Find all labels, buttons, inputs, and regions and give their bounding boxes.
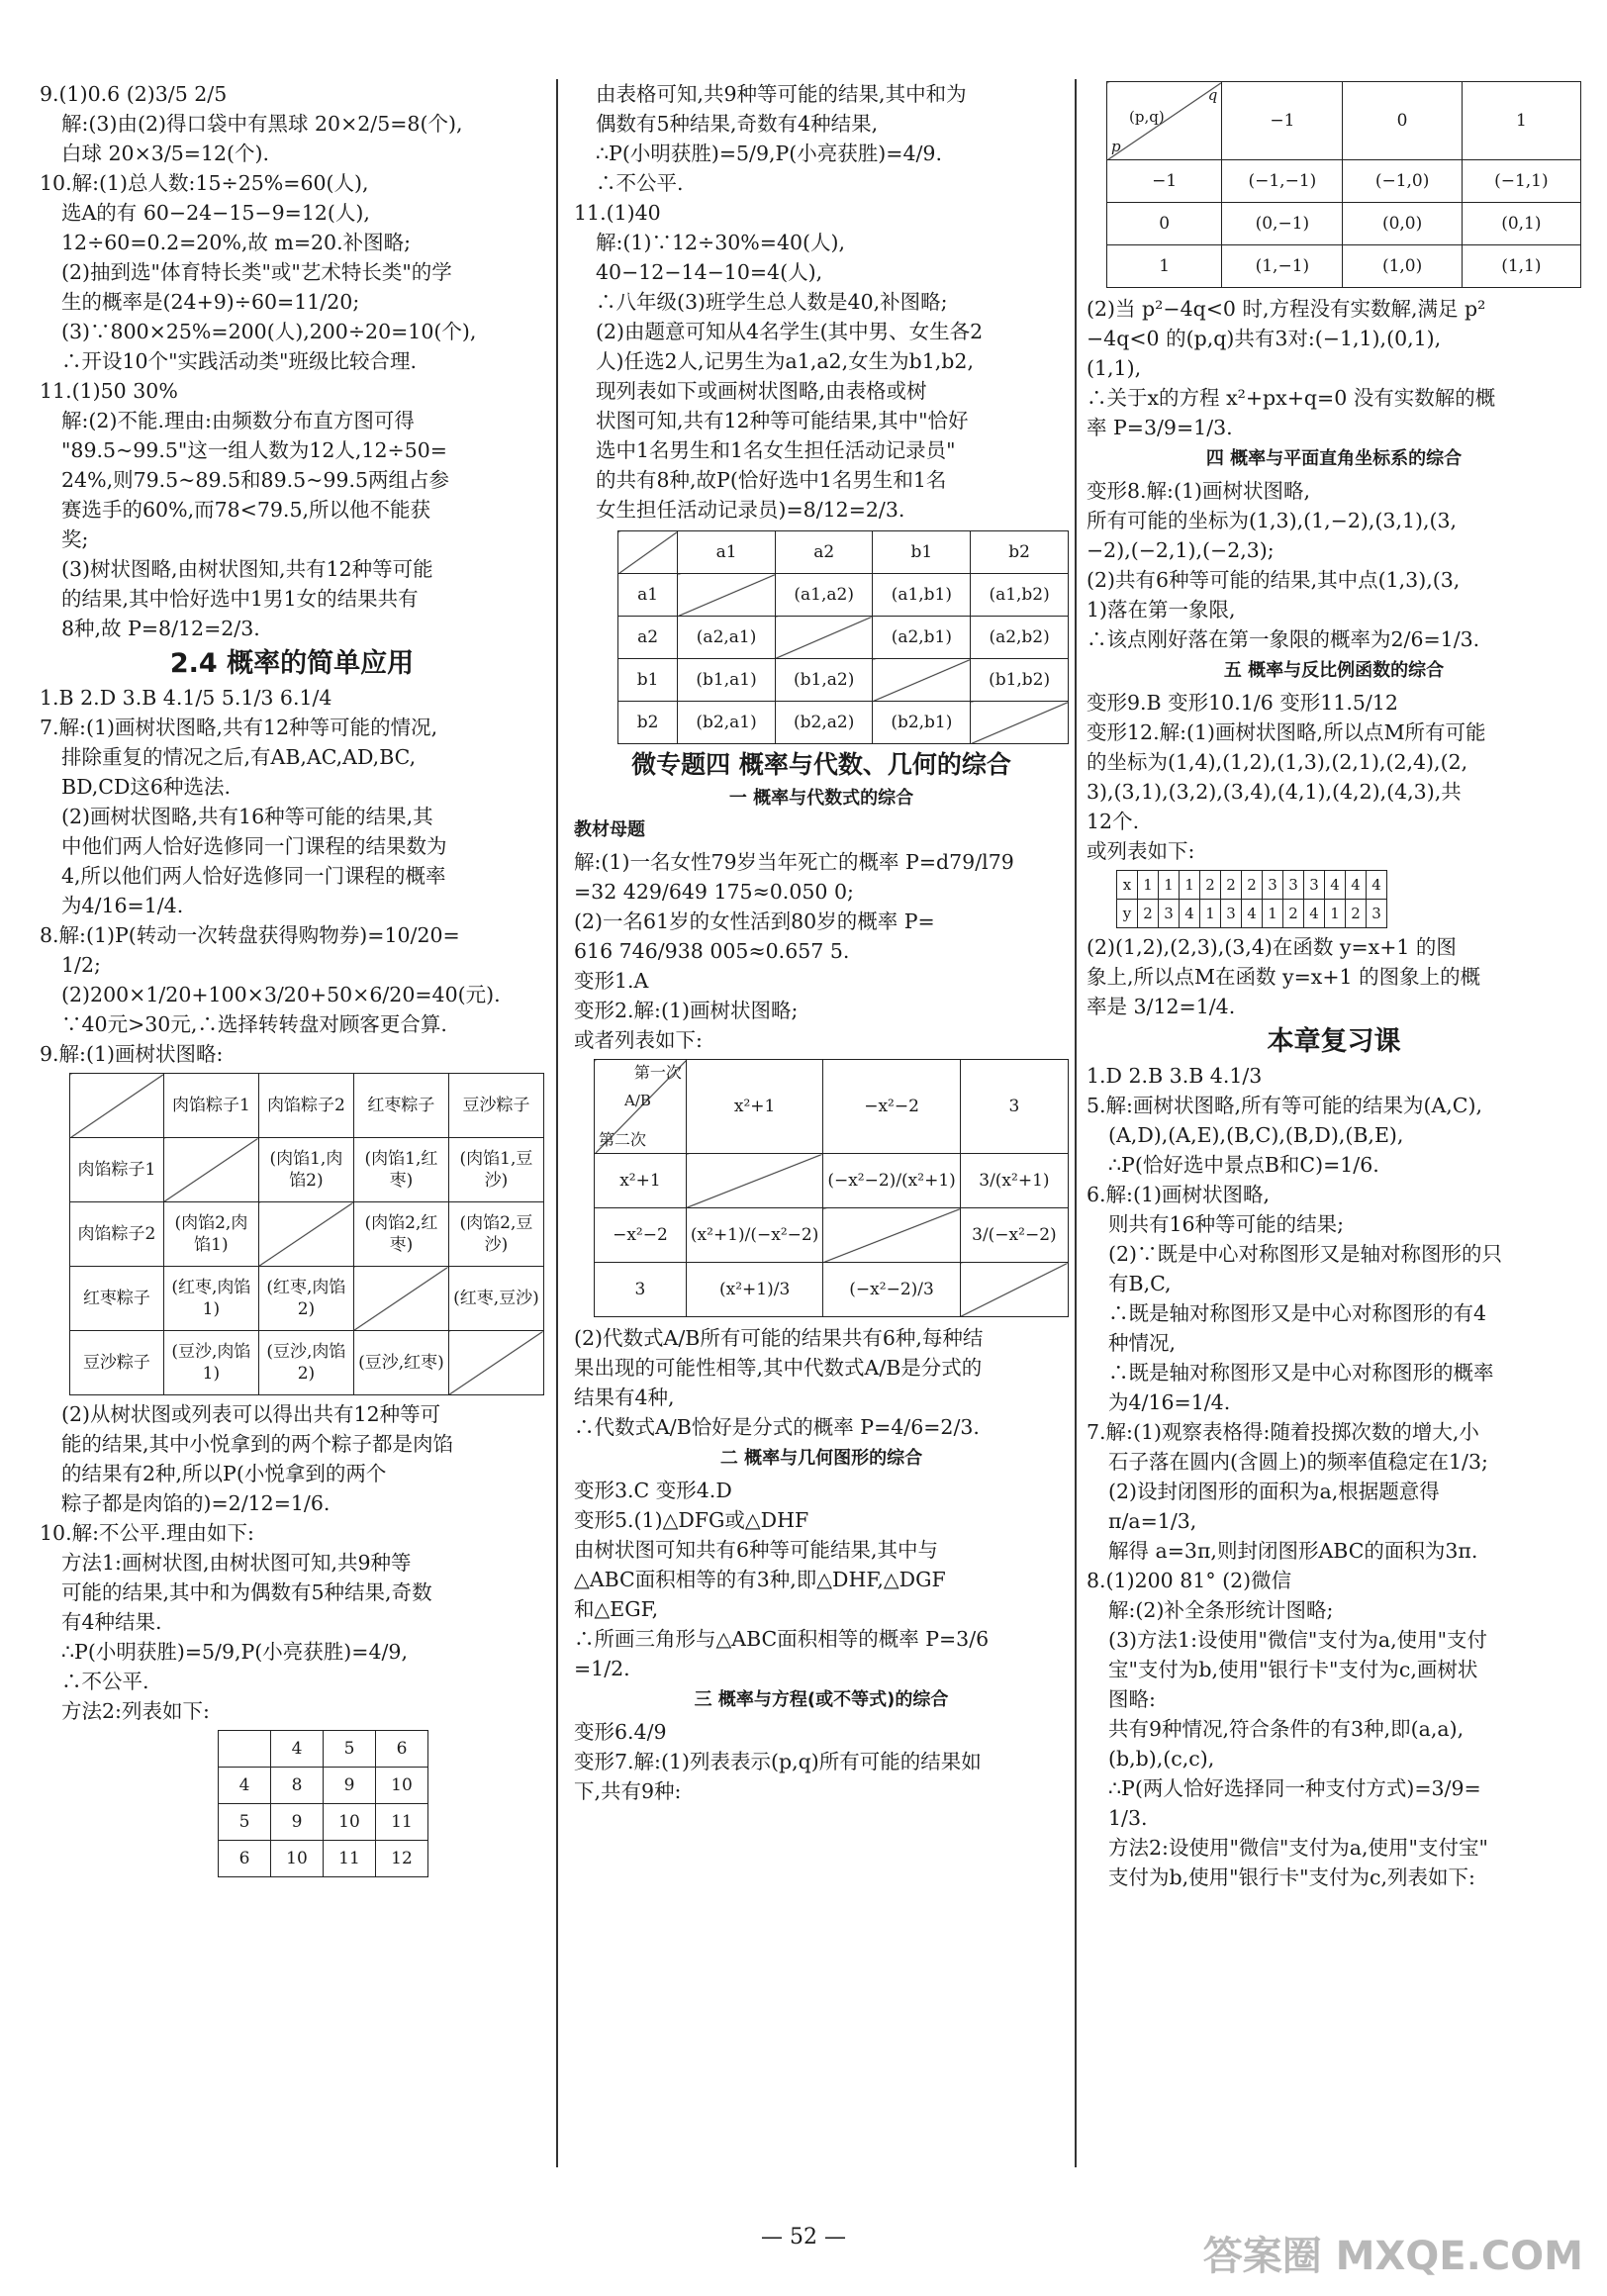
- text-line: 11.(1)50 30%: [40, 379, 178, 403]
- text-line: 由表格可知,共9种等可能的结果,其中和为: [596, 82, 967, 106]
- sum-table: [218, 1730, 428, 1877]
- text-line: 女生担任活动记录员)=8/12=2/3.: [596, 498, 905, 522]
- text-line: ∴八年级(3)班学生总人数是40,补图略;: [596, 290, 948, 314]
- student-table: [617, 530, 1069, 744]
- text-line: 有4种结果.: [61, 1610, 162, 1634]
- text-line: −2),(−2,1),(−2,3);: [1087, 538, 1275, 562]
- text-line: 3),(3,1),(3,2),(3,4),(4,1),(4,2),(4,3),共: [1087, 780, 1462, 804]
- table-cell: [258, 1202, 353, 1267]
- text-line: (2)代数式A/B所有可能的结果共有6种,每种结: [574, 1326, 984, 1350]
- table-cell: [971, 702, 1069, 744]
- text-line: (3)∵800×25%=200(人),200÷20=10(个),: [61, 320, 477, 343]
- text-line: 变形3.C 变形4.D: [574, 1479, 732, 1502]
- text-line: 能的结果,其中小悦拿到的两个粽子都是肉馅: [61, 1432, 454, 1456]
- corner-label-first: 第一次: [633, 1063, 682, 1082]
- section-heading: 微专题四 概率与代数、几何的综合: [631, 750, 1011, 779]
- section-heading: 本章复习课: [1267, 1026, 1401, 1057]
- text-line: 1/2;: [61, 953, 101, 977]
- subsection-heading: 五 概率与反比例函数的综合: [1223, 660, 1445, 681]
- table-cell: (a1,a2): [775, 574, 873, 617]
- text-line: 奖;: [61, 527, 89, 551]
- text-line: ∴不公平.: [61, 1670, 149, 1693]
- text-line: ∴该点刚好落在第一象限的概率为2/6=1/3.: [1087, 627, 1480, 651]
- table-cell: (红枣,豆沙): [448, 1267, 543, 1331]
- text-line: 8.(1)200 81° (2)微信: [1087, 1569, 1292, 1592]
- text-line: 有B,C,: [1108, 1272, 1172, 1295]
- table-header: b2: [971, 531, 1069, 574]
- table-cell: 9: [324, 1768, 376, 1804]
- table-cell: 1: [1325, 900, 1346, 928]
- text-line: 11.(1)40: [574, 201, 661, 225]
- text-line: 变形8.解:(1)画树状图略,: [1087, 479, 1311, 503]
- text-line: 或者列表如下:: [574, 1028, 703, 1052]
- text-line: BD,CD这6种选法.: [61, 775, 231, 799]
- text-line: (2)设封闭图形的面积为a,根据题意得: [1108, 1480, 1440, 1503]
- table-header: 0: [1343, 82, 1462, 160]
- text-line: 象上,所以点M在函数 y=x+1 的图象上的概: [1087, 965, 1481, 989]
- table-row-label: 3: [595, 1263, 687, 1317]
- table-cell: (b1,b2): [971, 659, 1069, 702]
- text-line: 共有9种情况,符合条件的有3种,即(a,a),: [1108, 1717, 1465, 1741]
- corner-label-pq: (p,q): [1129, 108, 1165, 126]
- table-cell: (b2,a1): [678, 702, 776, 744]
- text-line: ∴不公平.: [596, 171, 684, 195]
- table-header: 肉馅粽子1: [163, 1074, 258, 1138]
- text-line: 排除重复的情况之后,有AB,AC,AD,BC,: [61, 745, 417, 769]
- table-cell: 10: [376, 1768, 428, 1804]
- text-line: 白球 20×3/5=12(个).: [61, 142, 270, 165]
- text-line: 变形7.解:(1)列表表示(p,q)所有可能的结果如: [574, 1750, 982, 1773]
- text-line: ∴P(小明获胜)=5/9,P(小亮获胜)=4/9.: [596, 142, 942, 165]
- table-corner: [595, 1060, 687, 1154]
- text-line: 6.解:(1)画树状图略,: [1087, 1183, 1271, 1206]
- text-line: (2)200×1/20+100×3/20+50×6/20=40(元).: [61, 983, 501, 1006]
- table-cell: 4: [1367, 871, 1387, 900]
- text-line: 8种,故 P=8/12=2/3.: [61, 617, 260, 640]
- table-cell: [686, 1154, 822, 1208]
- table-row-label: a1: [618, 574, 678, 617]
- text-line: 变形2.解:(1)画树状图略;: [574, 999, 799, 1022]
- corner-label-ab: A/B: [624, 1092, 651, 1109]
- table-header: a2: [775, 531, 873, 574]
- table-corner: [618, 531, 678, 574]
- text-line: 1)落在第一象限,: [1087, 598, 1236, 622]
- text-line: 率 P=3/9=1/3.: [1087, 416, 1233, 439]
- table-header: 红枣粽子: [353, 1074, 448, 1138]
- text-line: 方法2:设使用"微信"支付为a,使用"支付宝": [1108, 1836, 1488, 1860]
- table-cell: (a2,b1): [873, 617, 971, 659]
- table-cell: (x²+1)/(−x²−2): [686, 1208, 822, 1263]
- table-cell: 6: [219, 1841, 271, 1877]
- table-row-label: x²+1: [595, 1154, 687, 1208]
- text-line: 变形6.4/9: [574, 1720, 667, 1744]
- text-line: 解:(1)∵12÷30%=40(人),: [596, 231, 846, 254]
- text-line: (2)(1,2),(2,3),(3,4)在函数 y=x+1 的图: [1087, 935, 1457, 959]
- text-line: 的结果有2种,所以P(小悦拿到的两个: [61, 1462, 387, 1485]
- table-cell: 11: [376, 1804, 428, 1841]
- text-line: ∴P(小明获胜)=5/9,P(小亮获胜)=4/9,: [61, 1640, 408, 1664]
- text-line: ∴开设10个"实践活动类"班级比较合理.: [61, 349, 417, 373]
- table-cell: (红枣,肉馅2): [258, 1267, 353, 1331]
- table-cell: (豆沙,肉馅2): [258, 1331, 353, 1395]
- table-cell: (肉馅1,豆沙): [448, 1138, 543, 1202]
- text-line: (2)画树状图略,共有16种等可能的结果,其: [61, 805, 433, 828]
- text-line: 和△EGF,: [574, 1597, 659, 1621]
- text-line: 支付为b,使用"银行卡"支付为c,列表如下:: [1108, 1866, 1475, 1889]
- table-cell: (a1,b1): [873, 574, 971, 617]
- table-cell: 11: [324, 1841, 376, 1877]
- text-line: π/a=1/3,: [1108, 1509, 1197, 1533]
- text-line: 石子落在圆内(含圆上)的频率值稳定在1/3;: [1108, 1450, 1488, 1474]
- table-row-label: b2: [618, 702, 678, 744]
- table-header: 肉馅粽子2: [258, 1074, 353, 1138]
- text-line: (2)共有6种等可能的结果,其中点(1,3),(3,: [1087, 568, 1461, 592]
- text-line: 616 746/938 005≈0.657 5.: [574, 939, 850, 963]
- table-cell: (a2,b2): [971, 617, 1069, 659]
- table-cell: 2: [1138, 900, 1159, 928]
- table-cell: (x²+1)/3: [686, 1263, 822, 1317]
- table-cell: (b1,a2): [775, 659, 873, 702]
- text-line: (2)由题意可知从4名学生(其中男、女生各2: [596, 320, 984, 343]
- text-line: 解:(3)由(2)得口袋中有黑球 20×2/5=8(个),: [61, 112, 463, 136]
- table-cell: (−x²−2)/3: [823, 1263, 960, 1317]
- table-cell: (−1,1): [1462, 160, 1580, 203]
- subsection-heading: 一 概率与代数式的综合: [728, 788, 914, 809]
- table-cell: 2: [1242, 871, 1263, 900]
- table-row-label: −x²−2: [595, 1208, 687, 1263]
- text-line: 7.解:(1)画树状图略,共有12种等可能的情况,: [40, 716, 438, 739]
- text-line: 率是 3/12=1/4.: [1087, 995, 1236, 1018]
- table-cell: 3: [1221, 900, 1242, 928]
- column-divider-1: [556, 79, 558, 2167]
- table-cell: (b2,a2): [775, 702, 873, 744]
- table-cell: (肉馅2,豆沙): [448, 1202, 543, 1267]
- text-line: 10.解:(1)总人数:15÷25%=60(人),: [40, 171, 369, 195]
- text-line: 24%,则79.5~89.5和89.5~99.5两组占参: [61, 468, 450, 492]
- xy-table: [1116, 870, 1387, 928]
- text-line: 4,所以他们两人恰好选修同一门课程的概率: [61, 864, 446, 888]
- text-line: 9.解:(1)画树状图略:: [40, 1042, 224, 1066]
- table-cell: (豆沙,肉馅1): [163, 1331, 258, 1395]
- algebra-table: [594, 1059, 1069, 1317]
- table-cell: (−1,−1): [1222, 160, 1343, 203]
- text-line: 方法2:列表如下:: [61, 1699, 210, 1723]
- text-line: 可能的结果,其中和为偶数有5种结果,奇数: [61, 1580, 432, 1604]
- table-cell: 3/(−x²−2): [960, 1208, 1068, 1263]
- table-cell: 1: [1180, 871, 1200, 900]
- text-line: 12个.: [1087, 810, 1140, 833]
- label: 教材母题: [574, 819, 645, 840]
- text-line: 现列表如下或画树状图略,由表格或树: [596, 379, 927, 403]
- text-line: ∴P(恰好选中景点B和C)=1/6.: [1108, 1153, 1379, 1177]
- table-cell: (−x²−2)/(x²+1): [823, 1154, 960, 1208]
- text-line: 选A的有 60−24−15−9=12(人),: [61, 201, 370, 225]
- text-line: 粽子都是肉馅的)=2/12=1/6.: [61, 1491, 331, 1515]
- column-3: [1087, 79, 1581, 1892]
- column-2: [574, 79, 1069, 1806]
- text-line: (2)一名61岁的女性活到80岁的概率 P=: [574, 909, 935, 933]
- table-cell: (肉馅2,红枣): [353, 1202, 448, 1267]
- text-line: 果出现的可能性相等,其中代数式A/B是分式的: [574, 1356, 983, 1380]
- table-cell: 3: [1263, 871, 1283, 900]
- table-header: x²+1: [686, 1060, 822, 1154]
- text-line: 状图可知,共有12种等可能结果,其中"恰好: [596, 409, 969, 432]
- table-cell: (b2,b1): [873, 702, 971, 744]
- table-cell: [775, 617, 873, 659]
- table-corner: [1107, 82, 1222, 160]
- table-cell: 2: [1283, 900, 1304, 928]
- table-cell: 9: [271, 1804, 324, 1841]
- text-line: 下,共有9种:: [574, 1779, 682, 1803]
- text-line: 1.B 2.D 3.B 4.1/5 5.1/3 6.1/4: [40, 686, 332, 710]
- text-line: 40−12−14−10=4(人),: [596, 260, 823, 284]
- table-cell: 1: [1159, 871, 1180, 900]
- text-line: 种情况,: [1108, 1331, 1177, 1355]
- table-cell: 2: [1200, 871, 1221, 900]
- table-header: 豆沙粽子: [448, 1074, 543, 1138]
- corner-label-p: p: [1111, 138, 1121, 155]
- text-line: 1/3.: [1108, 1806, 1148, 1830]
- table-cell: (肉馅1,红枣): [353, 1138, 448, 1202]
- table-cell: 3/(x²+1): [960, 1154, 1068, 1208]
- table-cell: (豆沙,红枣): [353, 1331, 448, 1395]
- table-cell: 1: [1263, 900, 1283, 928]
- table-cell: (0,−1): [1222, 203, 1343, 245]
- table-header: 3: [960, 1060, 1068, 1154]
- text-line: 结果有4种,: [574, 1386, 675, 1409]
- table-cell: [823, 1208, 960, 1263]
- text-line: 12÷60=0.2=20%,故 m=20.补图略;: [61, 231, 412, 254]
- text-line: 则共有16种等可能的结果;: [1108, 1212, 1344, 1236]
- column-1: [40, 79, 544, 1877]
- table-cell: (b1,a1): [678, 659, 776, 702]
- table-cell: [448, 1331, 543, 1395]
- text-line: 变形9.B 变形10.1/6 变形11.5/12: [1087, 691, 1398, 715]
- text-line: 图略:: [1108, 1687, 1156, 1711]
- table-cell: y: [1117, 900, 1138, 928]
- table-row-label: 肉馅粽子1: [70, 1138, 164, 1202]
- table-cell: 4: [219, 1768, 271, 1804]
- text-line: 变形5.(1)△DFG或△DHF: [574, 1508, 809, 1532]
- text-line: 中他们两人恰好选修同一门课程的结果数为: [61, 834, 447, 858]
- table-cell: 2: [1346, 900, 1367, 928]
- watermark-logo: 答案圈 MXQE.COM: [1202, 2234, 1583, 2279]
- text-line: 由树状图可知共有6种等可能结果,其中与: [574, 1538, 939, 1562]
- text-line: 生的概率是(24+9)÷60=11/20;: [61, 290, 360, 314]
- table-cell: 2: [1221, 871, 1242, 900]
- text-line: (2)当 p²−4q<0 时,方程没有实数解,满足 p²: [1087, 297, 1486, 321]
- table-cell: (肉馅2,肉馅1): [163, 1202, 258, 1267]
- text-line: 的坐标为(1,4),(1,2),(1,3),(2,1),(2,4),(2,: [1087, 750, 1468, 774]
- table-cell: 4: [1346, 871, 1367, 900]
- zongzi-table: [69, 1073, 544, 1395]
- subsection-heading: 三 概率与方程(或不等式)的综合: [694, 1689, 949, 1710]
- table-cell: 4: [1304, 900, 1325, 928]
- text-line: ∴P(两人恰好选择同一种支付方式)=3/9=: [1108, 1776, 1481, 1800]
- text-line: 10.解:不公平.理由如下:: [40, 1521, 254, 1545]
- text-line: (3)树状图略,由树状图知,共有12种等可能: [61, 557, 433, 581]
- text-line: 选中1名男生和1名女生担任活动记录员": [596, 438, 956, 462]
- table-header: −1: [1222, 82, 1343, 160]
- table-cell: (0,1): [1462, 203, 1580, 245]
- table-cell: [873, 659, 971, 702]
- text-line: 为4/16=1/4.: [1108, 1390, 1231, 1414]
- text-line: (A,D),(A,E),(B,C),(B,D),(B,E),: [1108, 1123, 1404, 1147]
- text-line: 解:(2)补全条形统计图略;: [1108, 1598, 1334, 1622]
- pq-table: [1106, 81, 1581, 288]
- table-header: a1: [678, 531, 776, 574]
- corner-label-second: 第二次: [599, 1130, 647, 1149]
- table-cell: 10: [271, 1841, 324, 1877]
- table-cell: (−1,0): [1343, 160, 1462, 203]
- text-line: 人)任选2人,记男生为a1,a2,女生为b1,b2,: [596, 349, 974, 373]
- text-line: (2)从树状图或列表可以得出共有12种等可: [61, 1402, 441, 1426]
- text-line: 或列表如下:: [1087, 839, 1195, 863]
- text-line: 解:(1)一名女性79岁当年死亡的概率 P=d79/l79: [574, 850, 1014, 874]
- table-cell: [353, 1267, 448, 1331]
- table-row-label: a2: [618, 617, 678, 659]
- table-cell: [960, 1263, 1068, 1317]
- text-line: 9.(1)0.6 (2)3/5 2/5: [40, 82, 228, 106]
- text-line: 7.解:(1)观察表格得:随着投掷次数的增大,小: [1087, 1420, 1479, 1444]
- text-line: ∴所画三角形与△ABC面积相等的概率 P=3/6: [574, 1627, 990, 1651]
- text-line: (b,b),(c,c),: [1108, 1747, 1215, 1770]
- text-line: 8.解:(1)P(转动一次转盘获得购物券)=10/20=: [40, 923, 460, 947]
- table-cell: [163, 1138, 258, 1202]
- table-cell: 4: [1180, 900, 1200, 928]
- text-line: (2)∵既是中心对称图形又是轴对称图形的只: [1108, 1242, 1503, 1266]
- table-cell: 6: [376, 1731, 428, 1768]
- table-row-label: 0: [1107, 203, 1222, 245]
- text-line: △ABC面积相等的有3种,即△DHF,△DGF: [574, 1568, 946, 1591]
- subsection-heading: 四 概率与平面直角坐标系的综合: [1205, 448, 1463, 469]
- text-line: 偶数有5种结果,奇数有4种结果,: [596, 112, 879, 136]
- table-cell: (1,0): [1343, 245, 1462, 288]
- table-cell: 5: [219, 1804, 271, 1841]
- table-cell: (1,−1): [1222, 245, 1343, 288]
- table-row-label: b1: [618, 659, 678, 702]
- table-cell: x: [1117, 871, 1138, 900]
- table-cell: 12: [376, 1841, 428, 1877]
- text-line: "89.5~99.5"这一组人数为12人,12÷50=: [61, 438, 447, 462]
- text-line: 解:(2)不能.理由:由频数分布直方图可得: [61, 409, 415, 432]
- table-row-label: −1: [1107, 160, 1222, 203]
- text-line: 为4/16=1/4.: [61, 894, 184, 917]
- table-cell: 3: [1367, 900, 1387, 928]
- text-line: 方法1:画树状图,由树状图可知,共9种等: [61, 1551, 412, 1575]
- text-line: 宝"支付为b,使用"银行卡"支付为c,画树状: [1108, 1658, 1478, 1681]
- text-line: (3)方法1:设使用"微信"支付为a,使用"支付: [1108, 1628, 1488, 1652]
- table-cell: [219, 1731, 271, 1768]
- text-line: 解得 a=3π,则封闭图形ABC的面积为3π.: [1108, 1539, 1478, 1563]
- text-line: 的共有8种,故P(恰好选中1名男生和1名: [596, 468, 947, 492]
- table-cell: (红枣,肉馅1): [163, 1267, 258, 1331]
- column-divider-2: [1075, 79, 1077, 2167]
- text-line: −4q<0 的(p,q)共有3对:(−1,1),(0,1),: [1087, 327, 1442, 350]
- table-cell: 10: [324, 1804, 376, 1841]
- table-cell: 4: [1325, 871, 1346, 900]
- table-row-label: 肉馅粽子2: [70, 1202, 164, 1267]
- text-line: ∴代数式A/B恰好是分式的概率 P=4/6=2/3.: [574, 1415, 980, 1439]
- text-line: 所有可能的坐标为(1,3),(1,−2),(3,1),(3,: [1087, 509, 1458, 532]
- table-row-label: 1: [1107, 245, 1222, 288]
- table-row-label: 红枣粽子: [70, 1267, 164, 1331]
- corner-label-q: q: [1207, 86, 1218, 104]
- table-cell: 4: [1242, 900, 1263, 928]
- table-cell: (1,1): [1462, 245, 1580, 288]
- table-row-label: 豆沙粽子: [70, 1331, 164, 1395]
- table-cell: (a2,a1): [678, 617, 776, 659]
- text-line: 变形12.解:(1)画树状图略,所以点M所有可能: [1087, 720, 1486, 744]
- text-line: 赛选手的60%,而78<79.5,所以他不能获: [61, 498, 431, 522]
- subsection-heading: 二 概率与几何图形的综合: [719, 1448, 923, 1469]
- table-cell: 3: [1283, 871, 1304, 900]
- table-header: 1: [1462, 82, 1580, 160]
- text-line: 的结果,其中恰好选中1男1女的结果共有: [61, 587, 419, 611]
- page-number: — 52 —: [761, 2225, 846, 2249]
- text-line: ∵40元>30元,∴选择转转盘对顾客更合算.: [61, 1012, 447, 1036]
- table-header: −x²−2: [823, 1060, 960, 1154]
- section-heading: 2.4 概率的简单应用: [169, 648, 415, 679]
- text-line: (1,1),: [1087, 356, 1142, 380]
- text-line: 1.D 2.B 3.B 4.1/3: [1087, 1064, 1263, 1088]
- table-header: b1: [873, 531, 971, 574]
- table-cell: (0,0): [1343, 203, 1462, 245]
- table-cell: 1: [1138, 871, 1159, 900]
- text-line: (2)抽到选"体育特长类"或"艺术特长类"的学: [61, 260, 452, 284]
- text-line: ∴既是轴对称图形又是中心对称图形的有4: [1108, 1301, 1487, 1325]
- text-line: 变形1.A: [574, 969, 649, 993]
- table-cell: 4: [271, 1731, 324, 1768]
- table-cell: (a1,b2): [971, 574, 1069, 617]
- table-cell: 3: [1304, 871, 1325, 900]
- table-cell: 3: [1159, 900, 1180, 928]
- table-cell: 8: [271, 1768, 324, 1804]
- table-cell: 5: [324, 1731, 376, 1768]
- table-cell: (肉馅1,肉馅2): [258, 1138, 353, 1202]
- table-cell: [678, 574, 776, 617]
- table-cell: 1: [1200, 900, 1221, 928]
- text-line: ∴关于x的方程 x²+px+q=0 没有实数解的概: [1087, 386, 1496, 410]
- text-line: =1/2.: [574, 1657, 630, 1680]
- text-line: =32 429/649 175≈0.050 0;: [574, 880, 854, 904]
- text-line: 5.解:画树状图略,所有等可能的结果为(A,C),: [1087, 1094, 1482, 1117]
- text-line: ∴既是轴对称图形又是中心对称图形的概率: [1108, 1361, 1494, 1385]
- table-corner: [70, 1074, 164, 1138]
